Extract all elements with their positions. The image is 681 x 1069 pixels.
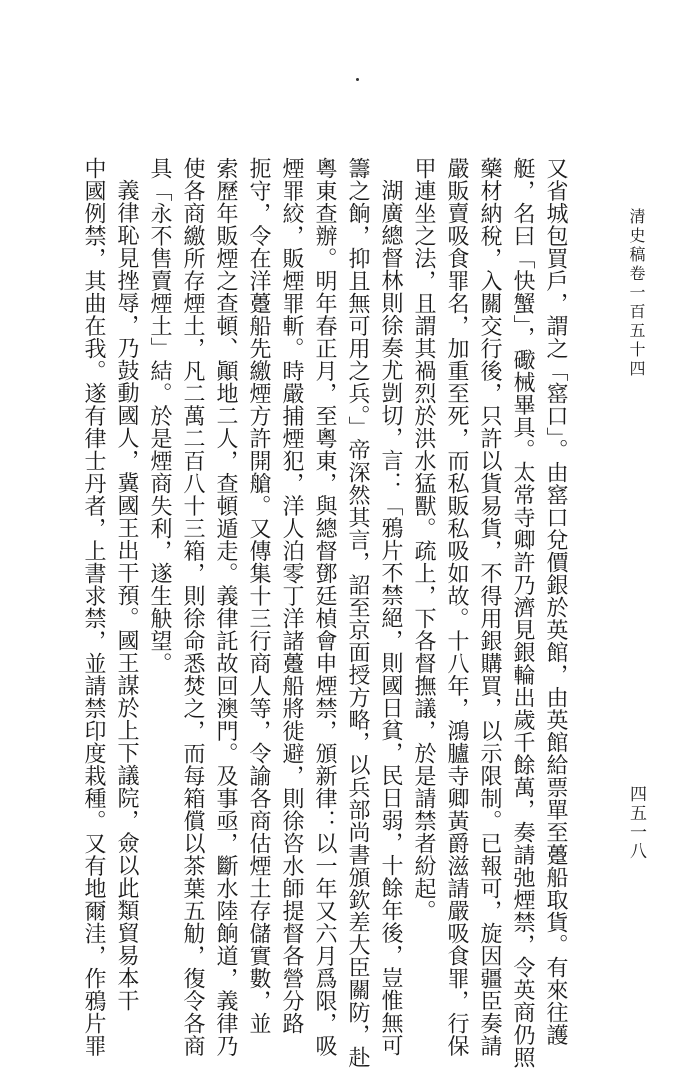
print-speck [356,78,359,81]
text-column: 嚴販賣吸食罪名，加重至死，而私販私吸如故。十八年，鴻臚寺卿黃爵滋請嚴吸食罪，行保 [444,157,469,1057]
text-column: 使各商繳所存煙土，凡二萬二百八十三箱，則徐命悉焚之，而每箱償以茶葉五觔，復令各商 [180,157,205,1057]
text-column: 湖廣總督林則徐奏尤剴切，言：「鴉片不禁絕，則國日貧，民日弱，十餘年後，豈惟無可 [378,179,403,1057]
page-number: 四五一八 [626,785,646,861]
text-column: 又省城包買戶，謂之「窰口」。由窰口兌價銀於英館，由英館給票單至躉船取貨。有來往護 [543,157,568,1046]
text-column: 索歷年販煙之查頓、顚地二人，查頓遁走。義律託故回澳門。及事亟，斷水陸餉道，義律乃 [213,157,238,1057]
text-column: 扼守，令在洋躉船先繳煙方許開艙。又傳集十三行商人等，令諭各商估煙土存儲實數，並 [246,157,271,1035]
text-column: 粵東查辦。明年春正月，至粵東，與總督鄧廷楨會申煙禁，頒新律：以一年又六月爲限，吸 [312,157,337,1057]
text-column: 艇，名曰「快蟹」，礮械畢具。太常寺卿許乃濟見銀輪出歲千餘萬，奏請弛煙禁，令英商仍照 [510,157,535,1069]
text-column: 甲連坐之法，且謂其禍烈於洪水猛獸。疏上，下各督撫議，於是請禁者紛起。 [411,157,436,922]
text-column: 煙罪絞，販煙罪斬。時嚴捕煙犯，洋人泊零丁洋諸躉船將徙避，則徐咨水師提督各營分路 [279,157,304,1035]
running-title: 清史稿卷一百五十四 [627,208,646,379]
text-column: 中國例禁，其曲在我。遂有律士丹者，上書求禁，並請禁印度栽種。又有地爾洼，作鴉片罪 [81,157,106,1057]
text-column: 籌之餉，抑且無可用之兵。」帝深然其言，詔至京面授方略，以兵部尚書頒欽差大臣關防，赴 [345,157,370,1069]
text-column: 義律恥見挫辱，乃鼓動國人，冀國王出干預。國王謀於上下議院，僉以此類貿易本干 [114,179,139,1012]
text-column: 具「永不售賣煙土」結。於是煙商失利，遂生觖望。 [147,157,172,675]
text-column: 藥材納稅，入關交行後，只許以貨易貨，不得用銀購買，以示限制。已報可，旋因疆臣奏請 [477,157,502,1057]
